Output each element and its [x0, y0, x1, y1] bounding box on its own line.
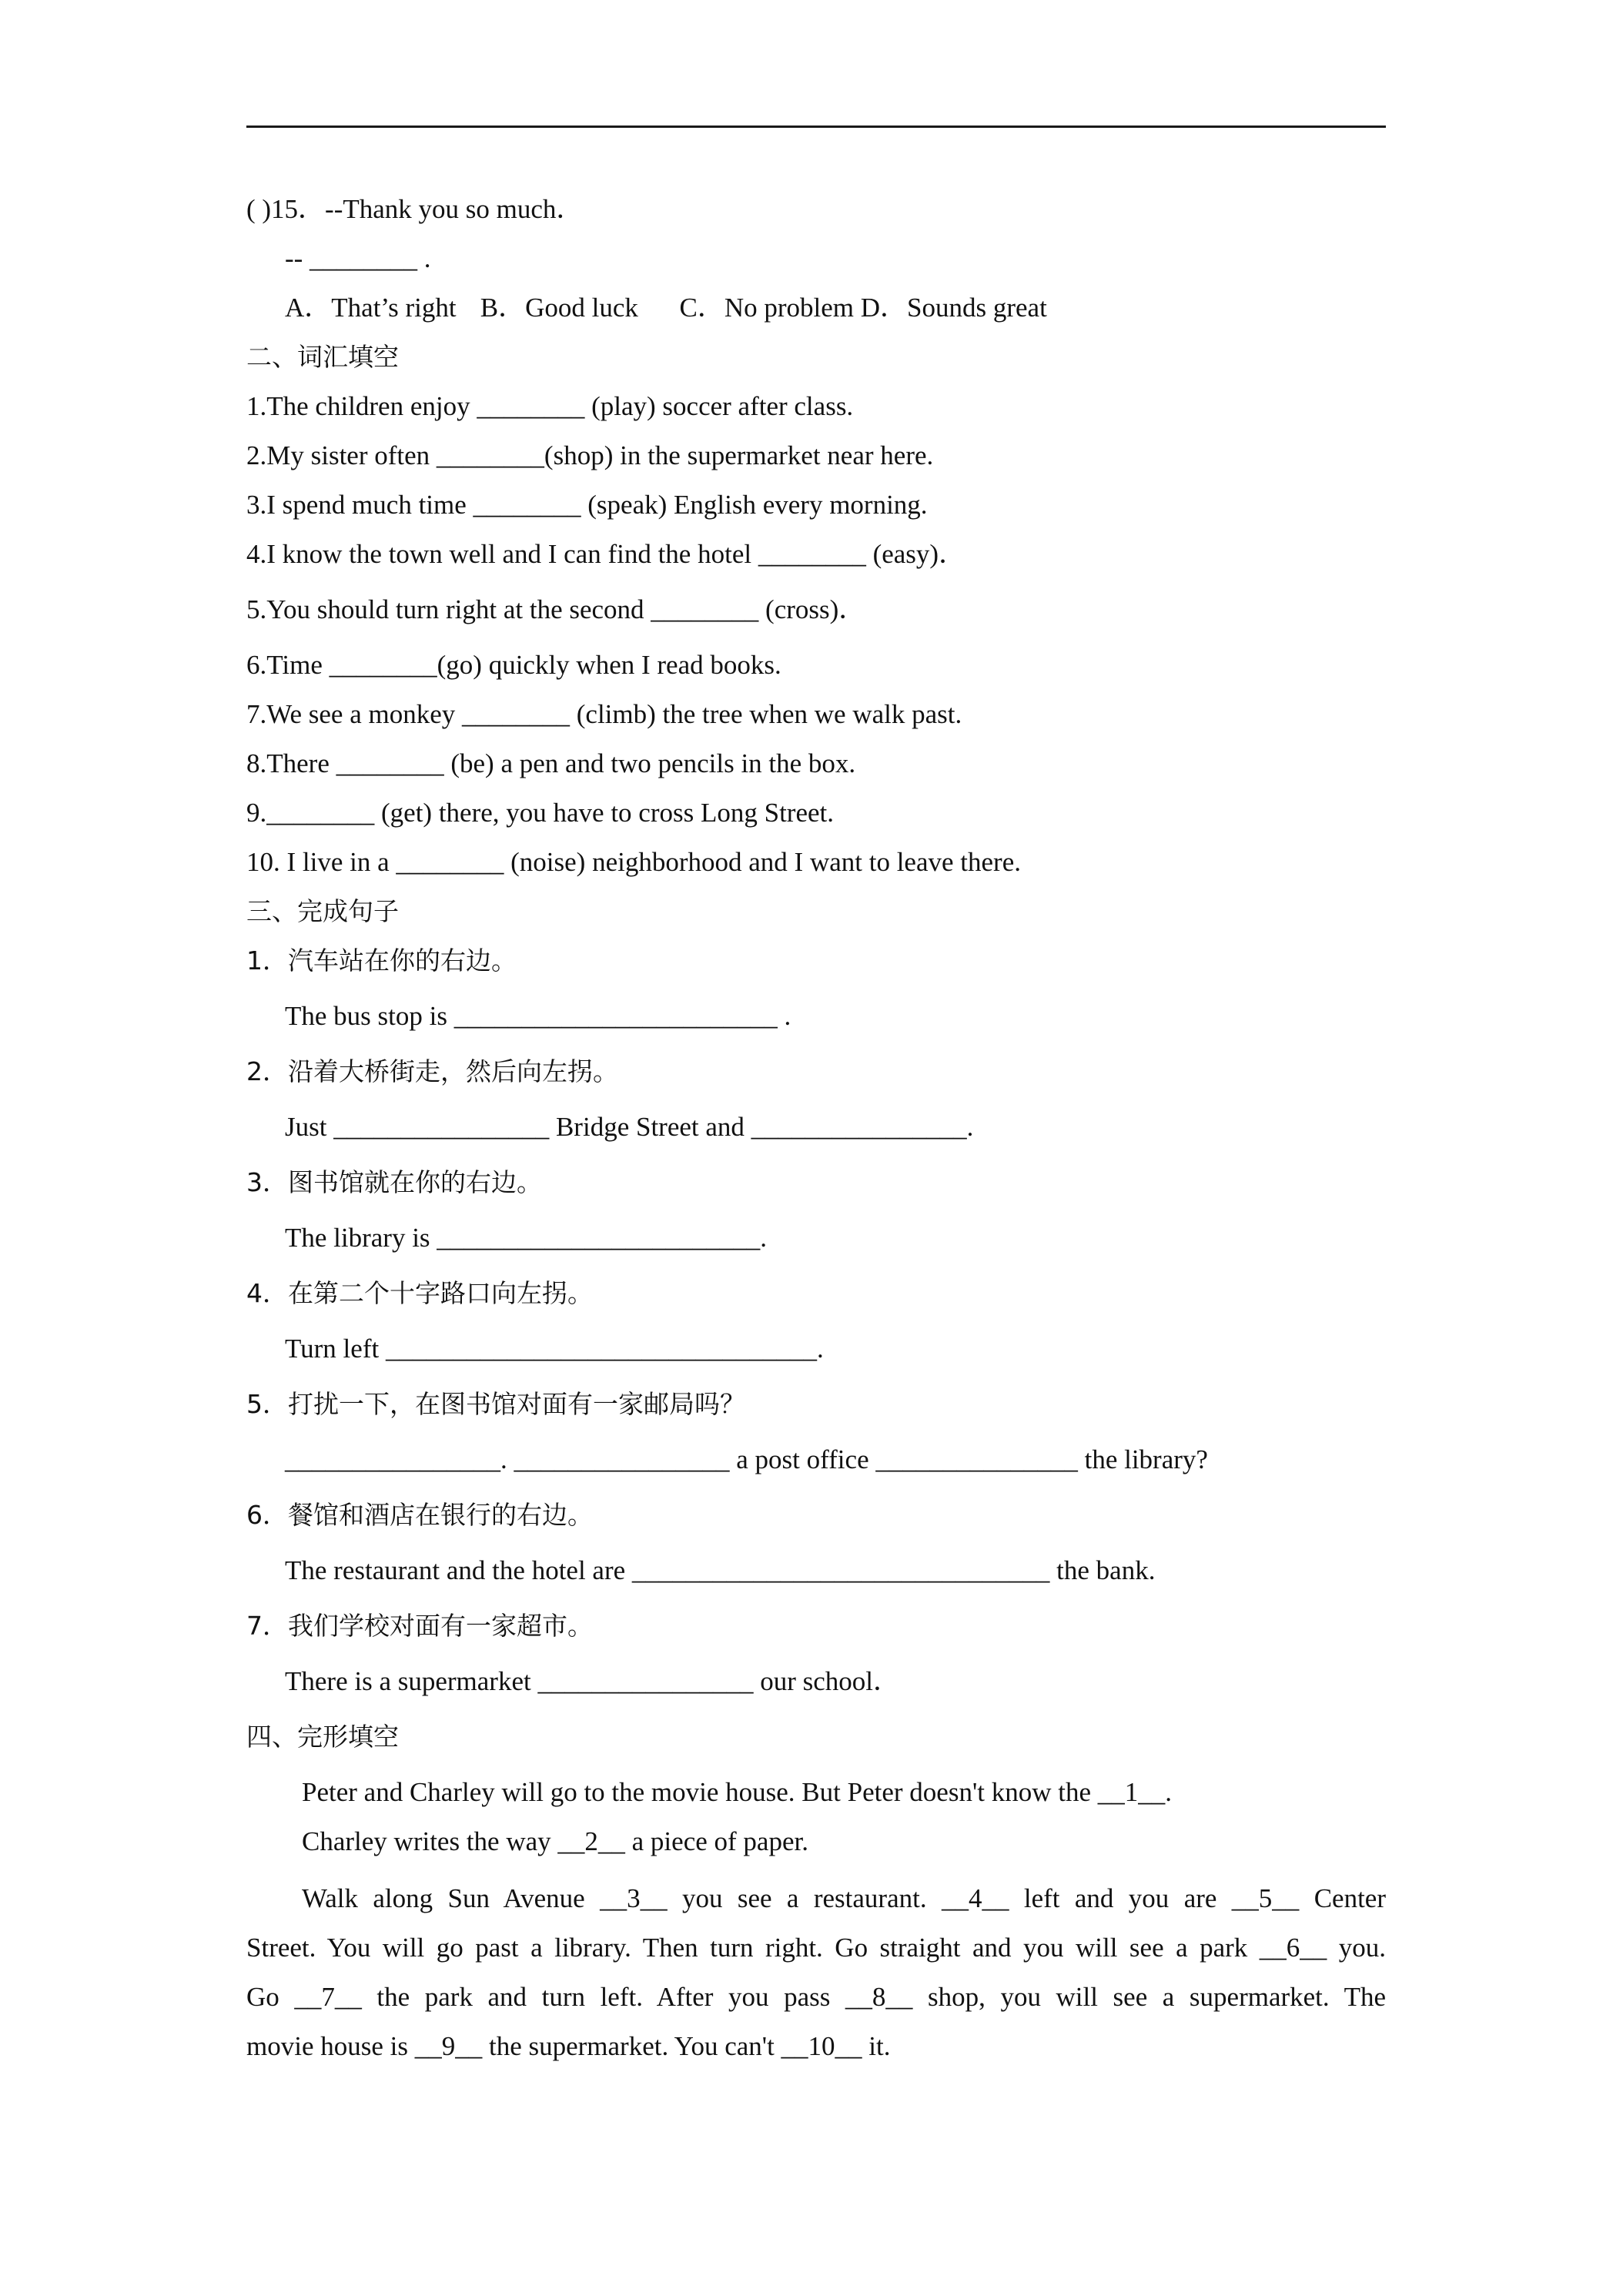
sentence-en[interactable]: The library is ________________________.: [285, 1223, 768, 1253]
worksheet-body: [246, 192, 1386, 2071]
question-15-reply-blank[interactable]: -- ________ .: [285, 243, 431, 273]
option-a[interactable]: A．That’s right: [285, 293, 457, 323]
section-3-title: 三、完成句子: [246, 896, 399, 926]
cloze-paragraph: [246, 1874, 1386, 2071]
option-b[interactable]: B．Good luck: [480, 293, 638, 323]
cloze-paragraph-line: Walk along Sun Avenue __3__ you see a restaurant. __4__ left and you are __5__ Center: [302, 1883, 1386, 1913]
question-15-reply: [246, 242, 1386, 291]
section-4-title: 四、完形填空: [246, 1722, 399, 1752]
vocab-item: 7.We see a monkey ________ (climb) the tree when we walk past.: [246, 699, 962, 729]
vocab-item: 6.Time ________(go) quickly when I read books.: [246, 650, 781, 680]
vocab-item: 4.I know the town well and I can find the hotel ________ (easy)．: [246, 539, 966, 569]
cloze-line: Peter and Charley will go to the movie house. But Peter doesn't know the __1__.: [302, 1777, 1173, 1807]
sentence-en[interactable]: Just ________________ Bridge Street and ________________.: [285, 1112, 974, 1142]
sentence-en[interactable]: The bus stop is ________________________ .: [285, 1001, 791, 1031]
sentence-cn: 4．在第二个十字路口向左拐。: [246, 1278, 593, 1308]
sentence-en[interactable]: ________________. ________________ a post office _______________ the library?: [285, 1444, 1208, 1474]
sentence-cn: 2．沿着大桥街走，然后向左拐。: [246, 1056, 618, 1086]
sentence-en[interactable]: There is a supermarket ________________ our school．: [285, 1666, 901, 1696]
question-15-options: [246, 291, 1386, 340]
cloze-paragraph-line: Go __7__ the park and turn left. After you pass __8__ shop, you will see a supermarket. The: [246, 1982, 1386, 2012]
sentence-cn: 7．我们学校对面有一家超市。: [246, 1611, 593, 1641]
vocab-item: 8.There ________ (be) a pen and two pencils in the box.: [246, 748, 856, 778]
section-2-title: 二、词汇填空: [246, 342, 399, 372]
vocab-item: 5.You should turn right at the second ________ (cross)．: [246, 594, 866, 624]
vocab-item: 3.I spend much time ________ (speak) English every morning.: [246, 490, 928, 520]
cloze-line: Charley writes the way __2__ a piece of paper.: [302, 1826, 808, 1856]
sentence-cn: 6．餐馆和酒店在银行的右边。: [246, 1500, 593, 1530]
vocab-item: 9.________ (get) there, you have to cross Long Street.: [246, 798, 835, 828]
option-c-d[interactable]: C．No problem D．Sounds great: [679, 293, 1047, 323]
question-15-prompt: ( )15．--Thank you so much．: [246, 194, 584, 224]
sentence-cn: 1．汽车站在你的右边。: [246, 946, 517, 976]
cloze-paragraph-line: movie house is __9__ the supermarket. You can't __10__ it.: [246, 2031, 891, 2061]
sentence-en[interactable]: Turn left ________________________________.: [285, 1334, 824, 1364]
question-15: [246, 192, 1386, 242]
sentence-cn: 5．打扰一下，在图书馆对面有一家邮局吗？: [246, 1389, 745, 1419]
header-rule: [246, 126, 1386, 128]
vocab-item: 10. I live in a ________ (noise) neighborhood and I want to leave there.: [246, 847, 1021, 877]
vocab-item: 2.My sister often ________(shop) in the supermarket near here.: [246, 440, 934, 470]
sentence-en[interactable]: The restaurant and the hotel are _______________________________ the bank.: [285, 1555, 1156, 1585]
cloze-paragraph-line: Street. You will go past a library. Then turn right. Go straight and you will see a park __6__ you.: [246, 1933, 1386, 1963]
sentence-cn: 3．图书馆就在你的右边。: [246, 1167, 542, 1197]
vocab-item: 1.The children enjoy ________ (play) soccer after class.: [246, 391, 854, 421]
